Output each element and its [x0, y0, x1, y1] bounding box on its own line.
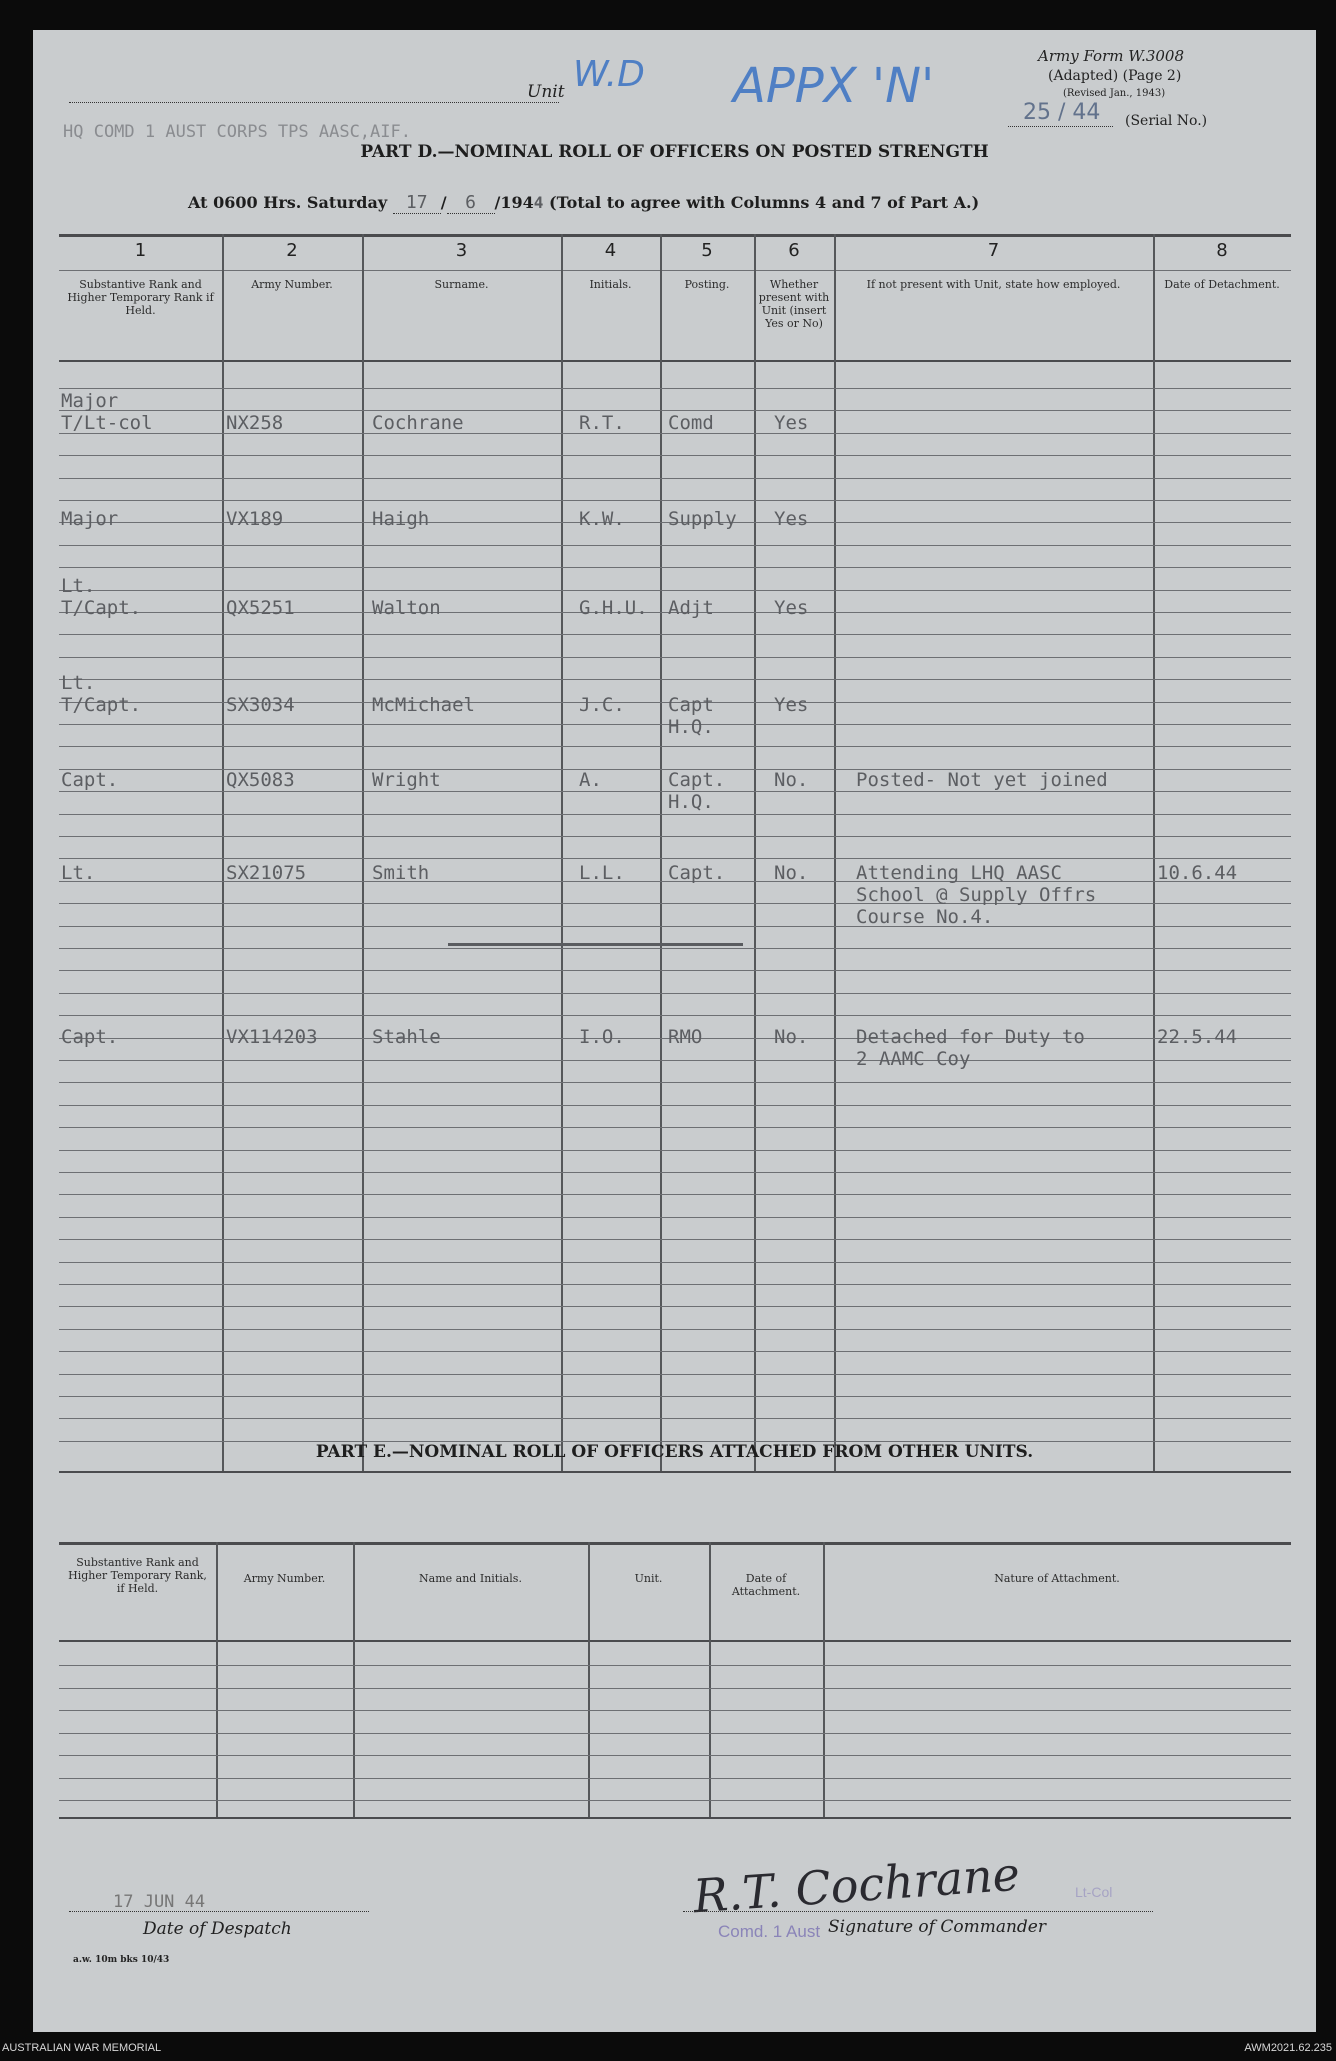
- ruled-line: [59, 545, 1291, 546]
- form-sheet: [33, 30, 1316, 2032]
- column-header: Posting.: [684, 278, 730, 291]
- part-e-column-header: Name and Initials.: [419, 1572, 522, 1585]
- entry-rank-temporary: T/Capt.: [61, 597, 142, 619]
- despatch-value: 17 JUN 44: [113, 1892, 206, 1912]
- column-header: If not present with Unit, state how employed.: [866, 278, 1121, 291]
- ruled-line: [59, 970, 1291, 971]
- serial-line: [1008, 126, 1113, 127]
- entry-posting: Supply: [668, 508, 737, 530]
- entry-surname: Wright: [372, 769, 441, 791]
- entry-army-number: SX3034: [226, 694, 295, 716]
- part-e-bottom-rule: [59, 1817, 1291, 1819]
- entry-rank: Lt.: [61, 575, 96, 597]
- part-e-column-divider: [353, 1542, 355, 1817]
- part-e-column-header: Unit.: [634, 1572, 663, 1585]
- ruled-line: [59, 388, 1291, 389]
- part-e-ruled-line: [59, 1665, 1291, 1666]
- entry-rank: Major: [61, 508, 119, 530]
- unit-value: HQ COMD 1 AUST CORPS TPS AASC,AIF.: [63, 122, 411, 142]
- ruled-line: [59, 1150, 1291, 1151]
- part-e-column-divider: [588, 1542, 590, 1817]
- ruled-line: [59, 500, 1291, 501]
- entry-employed-line2: School @ Supply Offrs: [856, 884, 1097, 906]
- part-e-column-header: Nature of Attachment.: [994, 1572, 1120, 1585]
- column-divider: [222, 234, 224, 1471]
- print-code: a.w. 10m bks 10/43: [73, 1955, 170, 1965]
- column-header: Date of Detachment.: [1164, 278, 1280, 291]
- entry-employed: Attending LHQ AASC: [856, 862, 1062, 884]
- entry-present: No.: [774, 862, 809, 884]
- ruled-line: [59, 814, 1291, 815]
- entry-army-number: QX5083: [226, 769, 295, 791]
- part-d-date-line: At 0600 Hrs. Saturday 17 / 6 /1944 (Total to agree with Columns 4 and 7 of Part A.): [188, 192, 980, 213]
- ruled-line: [59, 1105, 1291, 1106]
- part-e-ruled-line: [59, 1710, 1291, 1711]
- column-number: 6: [788, 240, 800, 261]
- column-number: 5: [701, 240, 713, 261]
- form-adapted: (Adapted) (Page 2): [1048, 68, 1182, 84]
- ruled-line: [59, 926, 1291, 927]
- ruled-line: [59, 590, 1291, 591]
- entry-surname: Smith: [372, 862, 430, 884]
- column-divider: [1153, 234, 1155, 1471]
- entry-posting-line2: H.Q.: [668, 791, 714, 813]
- column-divider: [660, 234, 662, 1471]
- ruled-line: [59, 1127, 1291, 1128]
- column-divider: [561, 234, 563, 1471]
- ruled-line: [59, 1418, 1291, 1419]
- ruled-line: [59, 1262, 1291, 1263]
- entry-army-number: VX114203: [226, 1026, 318, 1048]
- header-bottom-rule: [59, 360, 1291, 362]
- entry-initials: L.L.: [579, 862, 625, 884]
- entry-army-number: NX258: [226, 412, 284, 434]
- ruled-line: [59, 1284, 1291, 1285]
- entry-surname: Walton: [372, 597, 441, 619]
- column-divider: [834, 234, 836, 1471]
- date-day: 17: [393, 192, 441, 214]
- entry-posting: Adjt: [668, 597, 714, 619]
- wd-handwritten: W.D: [573, 54, 645, 95]
- despatch-label: Date of Despatch: [143, 1919, 292, 1939]
- entry-rank-temporary: T/Capt.: [61, 694, 142, 716]
- part-e-column-header: Army Number.: [243, 1572, 326, 1585]
- entry-army-number: VX189: [226, 508, 284, 530]
- entry-initials: I.O.: [579, 1026, 625, 1048]
- ruled-line: [59, 1082, 1291, 1083]
- entry-detachment-date: 10.6.44: [1157, 862, 1238, 884]
- date-prefix: At 0600 Hrs. Saturday: [188, 193, 388, 212]
- ruled-line: [59, 410, 1291, 411]
- table-bottom-rule: [59, 1471, 1291, 1473]
- ruled-line: [59, 903, 1291, 904]
- part-e-title: PART E.—NOMINAL ROLL OF OFFICERS ATTACHED FROM OTHER UNITS.: [315, 1442, 1034, 1462]
- entry-rank: Capt.: [61, 1026, 119, 1048]
- entry-army-number: SX21075: [226, 862, 307, 884]
- entry-initials: J.C.: [579, 694, 625, 716]
- entry-rank-temporary: T/Lt-col: [61, 412, 153, 434]
- table-top-rule: [59, 234, 1291, 237]
- part-e-ruled-line: [59, 1755, 1291, 1756]
- column-number: 2: [286, 240, 298, 261]
- entry-present: Yes: [774, 694, 809, 716]
- column-divider: [754, 234, 756, 1471]
- ruled-line: [59, 858, 1291, 859]
- column-header: Surname.: [434, 278, 489, 291]
- footer-left: AUSTRALIAN WAR MEMORIAL: [2, 2042, 162, 2054]
- entry-detachment-date: 22.5.44: [1157, 1026, 1238, 1048]
- entry-present: No.: [774, 769, 809, 791]
- column-number: 8: [1216, 240, 1228, 261]
- entry-rank: Major: [61, 390, 119, 412]
- ruled-line: [59, 1329, 1291, 1330]
- ruled-line: [59, 455, 1291, 456]
- ruled-line: [59, 1396, 1291, 1397]
- part-e-header-rule: [59, 1640, 1291, 1642]
- entry-initials: A.: [579, 769, 602, 791]
- part-e-ruled-line: [59, 1800, 1291, 1801]
- ruled-line: [59, 836, 1291, 837]
- date-year-digit: 4: [533, 193, 544, 212]
- entry-surname: Haigh: [372, 508, 430, 530]
- despatch-line: [69, 1911, 369, 1912]
- stamp-suffix: Lt-Col: [1075, 1884, 1113, 1900]
- date-month: 6: [447, 192, 495, 214]
- footer-right: AWM2021.62.235: [1244, 2042, 1332, 2054]
- entry-employed: Posted- Not yet joined: [856, 769, 1108, 791]
- entry-initials: G.H.U.: [579, 597, 648, 619]
- ruled-line: [59, 746, 1291, 747]
- column-divider: [362, 234, 364, 1471]
- part-e-column-divider: [216, 1542, 218, 1817]
- entry-employed: Detached for Duty to: [856, 1026, 1085, 1048]
- entry-rank: Capt.: [61, 769, 119, 791]
- ruled-line: [59, 1351, 1291, 1352]
- entry-present: No.: [774, 1026, 809, 1048]
- ruled-line: [59, 679, 1291, 680]
- entry-posting: Capt.: [668, 769, 726, 791]
- entry-present: Yes: [774, 597, 809, 619]
- serial-label: (Serial No.): [1125, 113, 1208, 129]
- ruled-line: [59, 1217, 1291, 1218]
- ruled-line: [59, 948, 1291, 949]
- ruled-line: [59, 993, 1291, 994]
- signature-line: [683, 1911, 1153, 1912]
- ruled-line: [59, 567, 1291, 568]
- stamp-text: Comd. 1 Aust: [718, 1922, 821, 1941]
- part-e-column-header: Date of Attachment.: [731, 1572, 801, 1598]
- ruled-line: [59, 634, 1291, 635]
- ruled-line: [59, 478, 1291, 479]
- entry-surname: Stahle: [372, 1026, 441, 1048]
- part-e-column-header: Substantive Rank and Higher Temporary Rank, if Held.: [68, 1556, 207, 1595]
- part-e-ruled-line: [59, 1778, 1291, 1779]
- form-name: Army Form W.3008: [1038, 47, 1184, 65]
- ruled-line: [59, 1172, 1291, 1173]
- entry-surname: McMichael: [372, 694, 475, 716]
- entry-present: Yes: [774, 412, 809, 434]
- ruled-line: [59, 1015, 1291, 1016]
- date-year-prefix: 194: [500, 193, 534, 212]
- ruled-line: [59, 657, 1291, 658]
- entry-rank: Lt.: [61, 672, 96, 694]
- appendix-handwritten: APPX 'N': [733, 58, 935, 114]
- column-header: Initials.: [589, 278, 632, 291]
- column-number: 1: [134, 240, 147, 261]
- entry-posting-line2: H.Q.: [668, 716, 714, 738]
- column-header: Whether present with Unit (insert Yes or No): [758, 278, 830, 330]
- column-header: Army Number.: [251, 278, 333, 291]
- entry-army-number: QX5251: [226, 597, 295, 619]
- unit-label: Unit: [527, 82, 565, 102]
- entry-employed-line3: Course No.4.: [856, 906, 994, 928]
- entry-employed-line2: 2 AAMC Coy: [856, 1048, 971, 1070]
- form-revised: (Revised Jan., 1943): [1063, 88, 1166, 99]
- column-number-rule: [59, 270, 1291, 271]
- signature-label: Signature of Commander: [828, 1917, 1046, 1937]
- part-e-ruled-line: [59, 1688, 1291, 1689]
- entry-posting: RMO: [668, 1026, 703, 1048]
- signature-handwritten: R.T. Cochrane: [691, 1846, 1022, 1924]
- ruled-line: [59, 1194, 1291, 1195]
- column-number: 7: [987, 240, 1000, 261]
- part-e-column-divider: [709, 1542, 711, 1817]
- column-header: Substantive Rank and Higher Temporary Rank if Held.: [67, 278, 214, 317]
- entry-rank: Lt.: [61, 862, 96, 884]
- ruled-line: [59, 1239, 1291, 1240]
- entry-separator-line: [448, 943, 743, 946]
- entry-initials: R.T.: [579, 412, 625, 434]
- entry-initials: K.W.: [579, 508, 625, 530]
- entry-posting: Capt.: [668, 862, 726, 884]
- part-e-ruled-line: [59, 1733, 1291, 1734]
- ruled-line: [59, 1060, 1291, 1061]
- entry-posting: Capt: [668, 694, 714, 716]
- ruled-line: [59, 1306, 1291, 1307]
- part-e-column-divider: [823, 1542, 825, 1817]
- date-suffix: (Total to agree with Columns 4 and 7 of Part A.): [549, 193, 980, 212]
- serial-value: 25 / 44: [1023, 100, 1101, 125]
- column-number: 3: [455, 240, 468, 261]
- entry-surname: Cochrane: [372, 412, 464, 434]
- entry-present: Yes: [774, 508, 809, 530]
- unit-line: [69, 101, 559, 103]
- ruled-line: [59, 1374, 1291, 1375]
- part-e-top-rule: [59, 1542, 1291, 1545]
- column-number: 4: [604, 240, 617, 261]
- part-d-title: PART D.—NOMINAL ROLL OF OFFICERS ON POSTED STRENGTH: [360, 142, 989, 162]
- entry-posting: Comd: [668, 412, 714, 434]
